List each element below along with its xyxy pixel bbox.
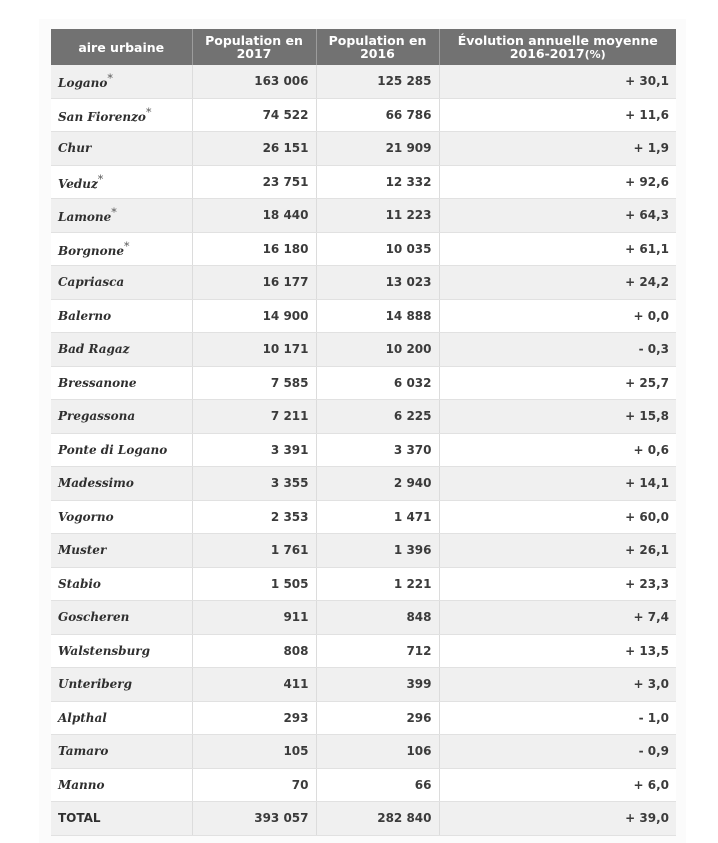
city-name-text: Pregassona bbox=[58, 409, 136, 424]
population-2016: 296 bbox=[316, 701, 439, 735]
evolution-value: - 0,3 bbox=[439, 333, 676, 367]
evolution-value: + 0,0 bbox=[439, 299, 676, 333]
population-2016: 848 bbox=[316, 601, 439, 635]
evolution-value: + 26,1 bbox=[439, 534, 676, 568]
population-2016: 12 332 bbox=[316, 165, 439, 199]
table-row bbox=[51, 299, 676, 333]
city-name bbox=[51, 199, 192, 233]
table-row bbox=[51, 601, 676, 635]
table-body bbox=[51, 65, 676, 835]
population-2017: 105 bbox=[192, 735, 316, 769]
city-name-text: Madessimo bbox=[58, 476, 134, 491]
header-population-2016 bbox=[316, 29, 439, 65]
population-2017: 18 440 bbox=[192, 199, 316, 233]
table-row bbox=[51, 500, 676, 534]
population-2016: 399 bbox=[316, 668, 439, 702]
table-row bbox=[51, 467, 676, 501]
city-name-text: Alpthal bbox=[58, 710, 107, 725]
city-name-text: Balerno bbox=[58, 308, 112, 323]
city-name bbox=[51, 400, 192, 434]
footnote-asterisk: * bbox=[107, 72, 113, 86]
population-2017: 16 177 bbox=[192, 266, 316, 300]
population-2016: 106 bbox=[316, 735, 439, 769]
population-2016: 13 023 bbox=[316, 266, 439, 300]
city-name bbox=[51, 65, 192, 98]
population-2017: 293 bbox=[192, 701, 316, 735]
header-pop2017-line1: Population en bbox=[205, 33, 303, 48]
population-2016: 6 032 bbox=[316, 366, 439, 400]
population-2017: 16 180 bbox=[192, 232, 316, 266]
table-row bbox=[51, 668, 676, 702]
city-name-text: Walstensburg bbox=[58, 643, 151, 658]
table-row bbox=[51, 768, 676, 802]
header-aire-urbaine-label: aire urbaine bbox=[78, 39, 165, 55]
evolution-value: + 15,8 bbox=[439, 400, 676, 434]
table-header bbox=[51, 29, 676, 65]
table-row bbox=[51, 232, 676, 266]
table-row bbox=[51, 735, 676, 769]
population-2016: 14 888 bbox=[316, 299, 439, 333]
city-name-text: Unteriberg bbox=[58, 677, 132, 692]
city-name bbox=[51, 132, 192, 166]
population-2017: 23 751 bbox=[192, 165, 316, 199]
city-name-text: Vogorno bbox=[58, 509, 114, 524]
population-2017: 74 522 bbox=[192, 98, 316, 132]
population-2017: 3 391 bbox=[192, 433, 316, 467]
city-name-text: Goscheren bbox=[58, 610, 130, 625]
evolution-value: + 92,6 bbox=[439, 165, 676, 199]
city-name-text: Bressanone bbox=[58, 375, 137, 390]
header-population-2017 bbox=[192, 29, 316, 65]
city-name bbox=[51, 534, 192, 568]
evolution-value: + 60,0 bbox=[439, 500, 676, 534]
population-2016: 11 223 bbox=[316, 199, 439, 233]
population-2016: 6 225 bbox=[316, 400, 439, 434]
evolution-value: + 64,3 bbox=[439, 199, 676, 233]
table-row bbox=[51, 65, 676, 98]
population-2017: 7 211 bbox=[192, 400, 316, 434]
population-2017: 1 761 bbox=[192, 534, 316, 568]
table-row bbox=[51, 366, 676, 400]
header-aire-urbaine bbox=[51, 29, 192, 65]
population-2016: 10 200 bbox=[316, 333, 439, 367]
city-name bbox=[51, 232, 192, 266]
population-2017: 163 006 bbox=[192, 65, 316, 98]
city-name bbox=[51, 601, 192, 635]
population-2016: 712 bbox=[316, 634, 439, 668]
evolution-value: - 0,9 bbox=[439, 735, 676, 769]
city-name bbox=[51, 768, 192, 802]
population-2016: 3 370 bbox=[316, 433, 439, 467]
population-2017: 14 900 bbox=[192, 299, 316, 333]
population-2017: 26 151 bbox=[192, 132, 316, 166]
city-name-text: Borgnone bbox=[58, 243, 124, 258]
city-name bbox=[51, 701, 192, 735]
evolution-value: + 1,9 bbox=[439, 132, 676, 166]
population-2017: 411 bbox=[192, 668, 316, 702]
population-2017: 808 bbox=[192, 634, 316, 668]
evolution-value: + 14,1 bbox=[439, 467, 676, 501]
population-2017: 2 353 bbox=[192, 500, 316, 534]
table-panel bbox=[39, 19, 686, 843]
header-evolution-line1: Évolution annuelle moyenne bbox=[457, 32, 658, 48]
population-2017: 7 585 bbox=[192, 366, 316, 400]
city-name bbox=[51, 266, 192, 300]
city-name-text: Capriasca bbox=[58, 275, 125, 290]
table-row bbox=[51, 333, 676, 367]
city-name bbox=[51, 98, 192, 132]
header-evolution-line2: 2016-2017 bbox=[509, 45, 585, 61]
evolution-value: + 0,6 bbox=[439, 433, 676, 467]
city-name bbox=[51, 467, 192, 501]
total-evolution: + 39,0 bbox=[439, 802, 676, 836]
city-name-text: San Fiorenzo bbox=[58, 109, 146, 124]
city-name-text: Veduz bbox=[58, 176, 98, 191]
population-2017: 70 bbox=[192, 768, 316, 802]
population-2016: 66 bbox=[316, 768, 439, 802]
city-name bbox=[51, 366, 192, 400]
city-name bbox=[51, 500, 192, 534]
footnote-asterisk: * bbox=[145, 105, 152, 119]
footnote-asterisk: * bbox=[111, 206, 117, 220]
total-row bbox=[51, 802, 676, 836]
city-name bbox=[51, 668, 192, 702]
table-row bbox=[51, 266, 676, 300]
city-name bbox=[51, 735, 192, 769]
evolution-value: + 7,4 bbox=[439, 601, 676, 635]
population-table bbox=[51, 29, 676, 836]
population-2017: 1 505 bbox=[192, 567, 316, 601]
header-evolution bbox=[439, 29, 676, 65]
city-name-text: Logano bbox=[58, 76, 108, 91]
population-2016: 125 285 bbox=[316, 65, 439, 98]
evolution-value: + 61,1 bbox=[439, 232, 676, 266]
city-name-text: Manno bbox=[58, 777, 105, 792]
population-2016: 1 396 bbox=[316, 534, 439, 568]
population-2017: 3 355 bbox=[192, 467, 316, 501]
header-pop2016-line2: 2016 bbox=[360, 46, 395, 61]
city-name-text: Lamone bbox=[58, 210, 112, 225]
city-name-text: Bad Ragaz bbox=[58, 342, 130, 357]
evolution-value: + 24,2 bbox=[439, 266, 676, 300]
table-row bbox=[51, 534, 676, 568]
evolution-value: + 13,5 bbox=[439, 634, 676, 668]
population-2016: 2 940 bbox=[316, 467, 439, 501]
city-name bbox=[51, 433, 192, 467]
population-2016: 66 786 bbox=[316, 98, 439, 132]
evolution-value: + 25,7 bbox=[439, 366, 676, 400]
evolution-value: + 3,0 bbox=[439, 668, 676, 702]
table-row bbox=[51, 98, 676, 132]
city-name bbox=[51, 333, 192, 367]
table-row bbox=[51, 634, 676, 668]
table-row bbox=[51, 701, 676, 735]
evolution-value: + 30,1 bbox=[439, 65, 676, 98]
table-row bbox=[51, 567, 676, 601]
population-2016: 1 221 bbox=[316, 567, 439, 601]
header-pop2017-line2: 2017 bbox=[236, 46, 272, 61]
table-row bbox=[51, 132, 676, 166]
total-pop2016: 282 840 bbox=[316, 802, 439, 836]
city-name-text: Stabio bbox=[58, 576, 101, 591]
table-row bbox=[51, 165, 676, 199]
evolution-value: + 11,6 bbox=[439, 98, 676, 132]
total-label: TOTAL bbox=[51, 802, 192, 836]
header-pop2016-line1: Population en bbox=[328, 33, 427, 48]
footnote-asterisk: * bbox=[97, 172, 104, 186]
city-name bbox=[51, 165, 192, 199]
evolution-value: - 1,0 bbox=[439, 701, 676, 735]
city-name-text: Ponte di Logano bbox=[58, 442, 168, 457]
header-evolution-unit: (%) bbox=[584, 47, 606, 61]
city-name bbox=[51, 567, 192, 601]
table-row bbox=[51, 400, 676, 434]
footnote-asterisk: * bbox=[123, 239, 130, 253]
population-2016: 1 471 bbox=[316, 500, 439, 534]
population-2016: 21 909 bbox=[316, 132, 439, 166]
city-name-text: Tamaro bbox=[58, 744, 109, 759]
evolution-value: + 6,0 bbox=[439, 768, 676, 802]
table-row bbox=[51, 199, 676, 233]
total-pop2017: 393 057 bbox=[192, 802, 316, 836]
city-name-text: Muster bbox=[58, 543, 107, 558]
city-name-text: Chur bbox=[58, 141, 92, 156]
table-row bbox=[51, 433, 676, 467]
population-2017: 10 171 bbox=[192, 333, 316, 367]
population-2016: 10 035 bbox=[316, 232, 439, 266]
evolution-value: + 23,3 bbox=[439, 567, 676, 601]
city-name bbox=[51, 299, 192, 333]
population-2017: 911 bbox=[192, 601, 316, 635]
city-name bbox=[51, 634, 192, 668]
